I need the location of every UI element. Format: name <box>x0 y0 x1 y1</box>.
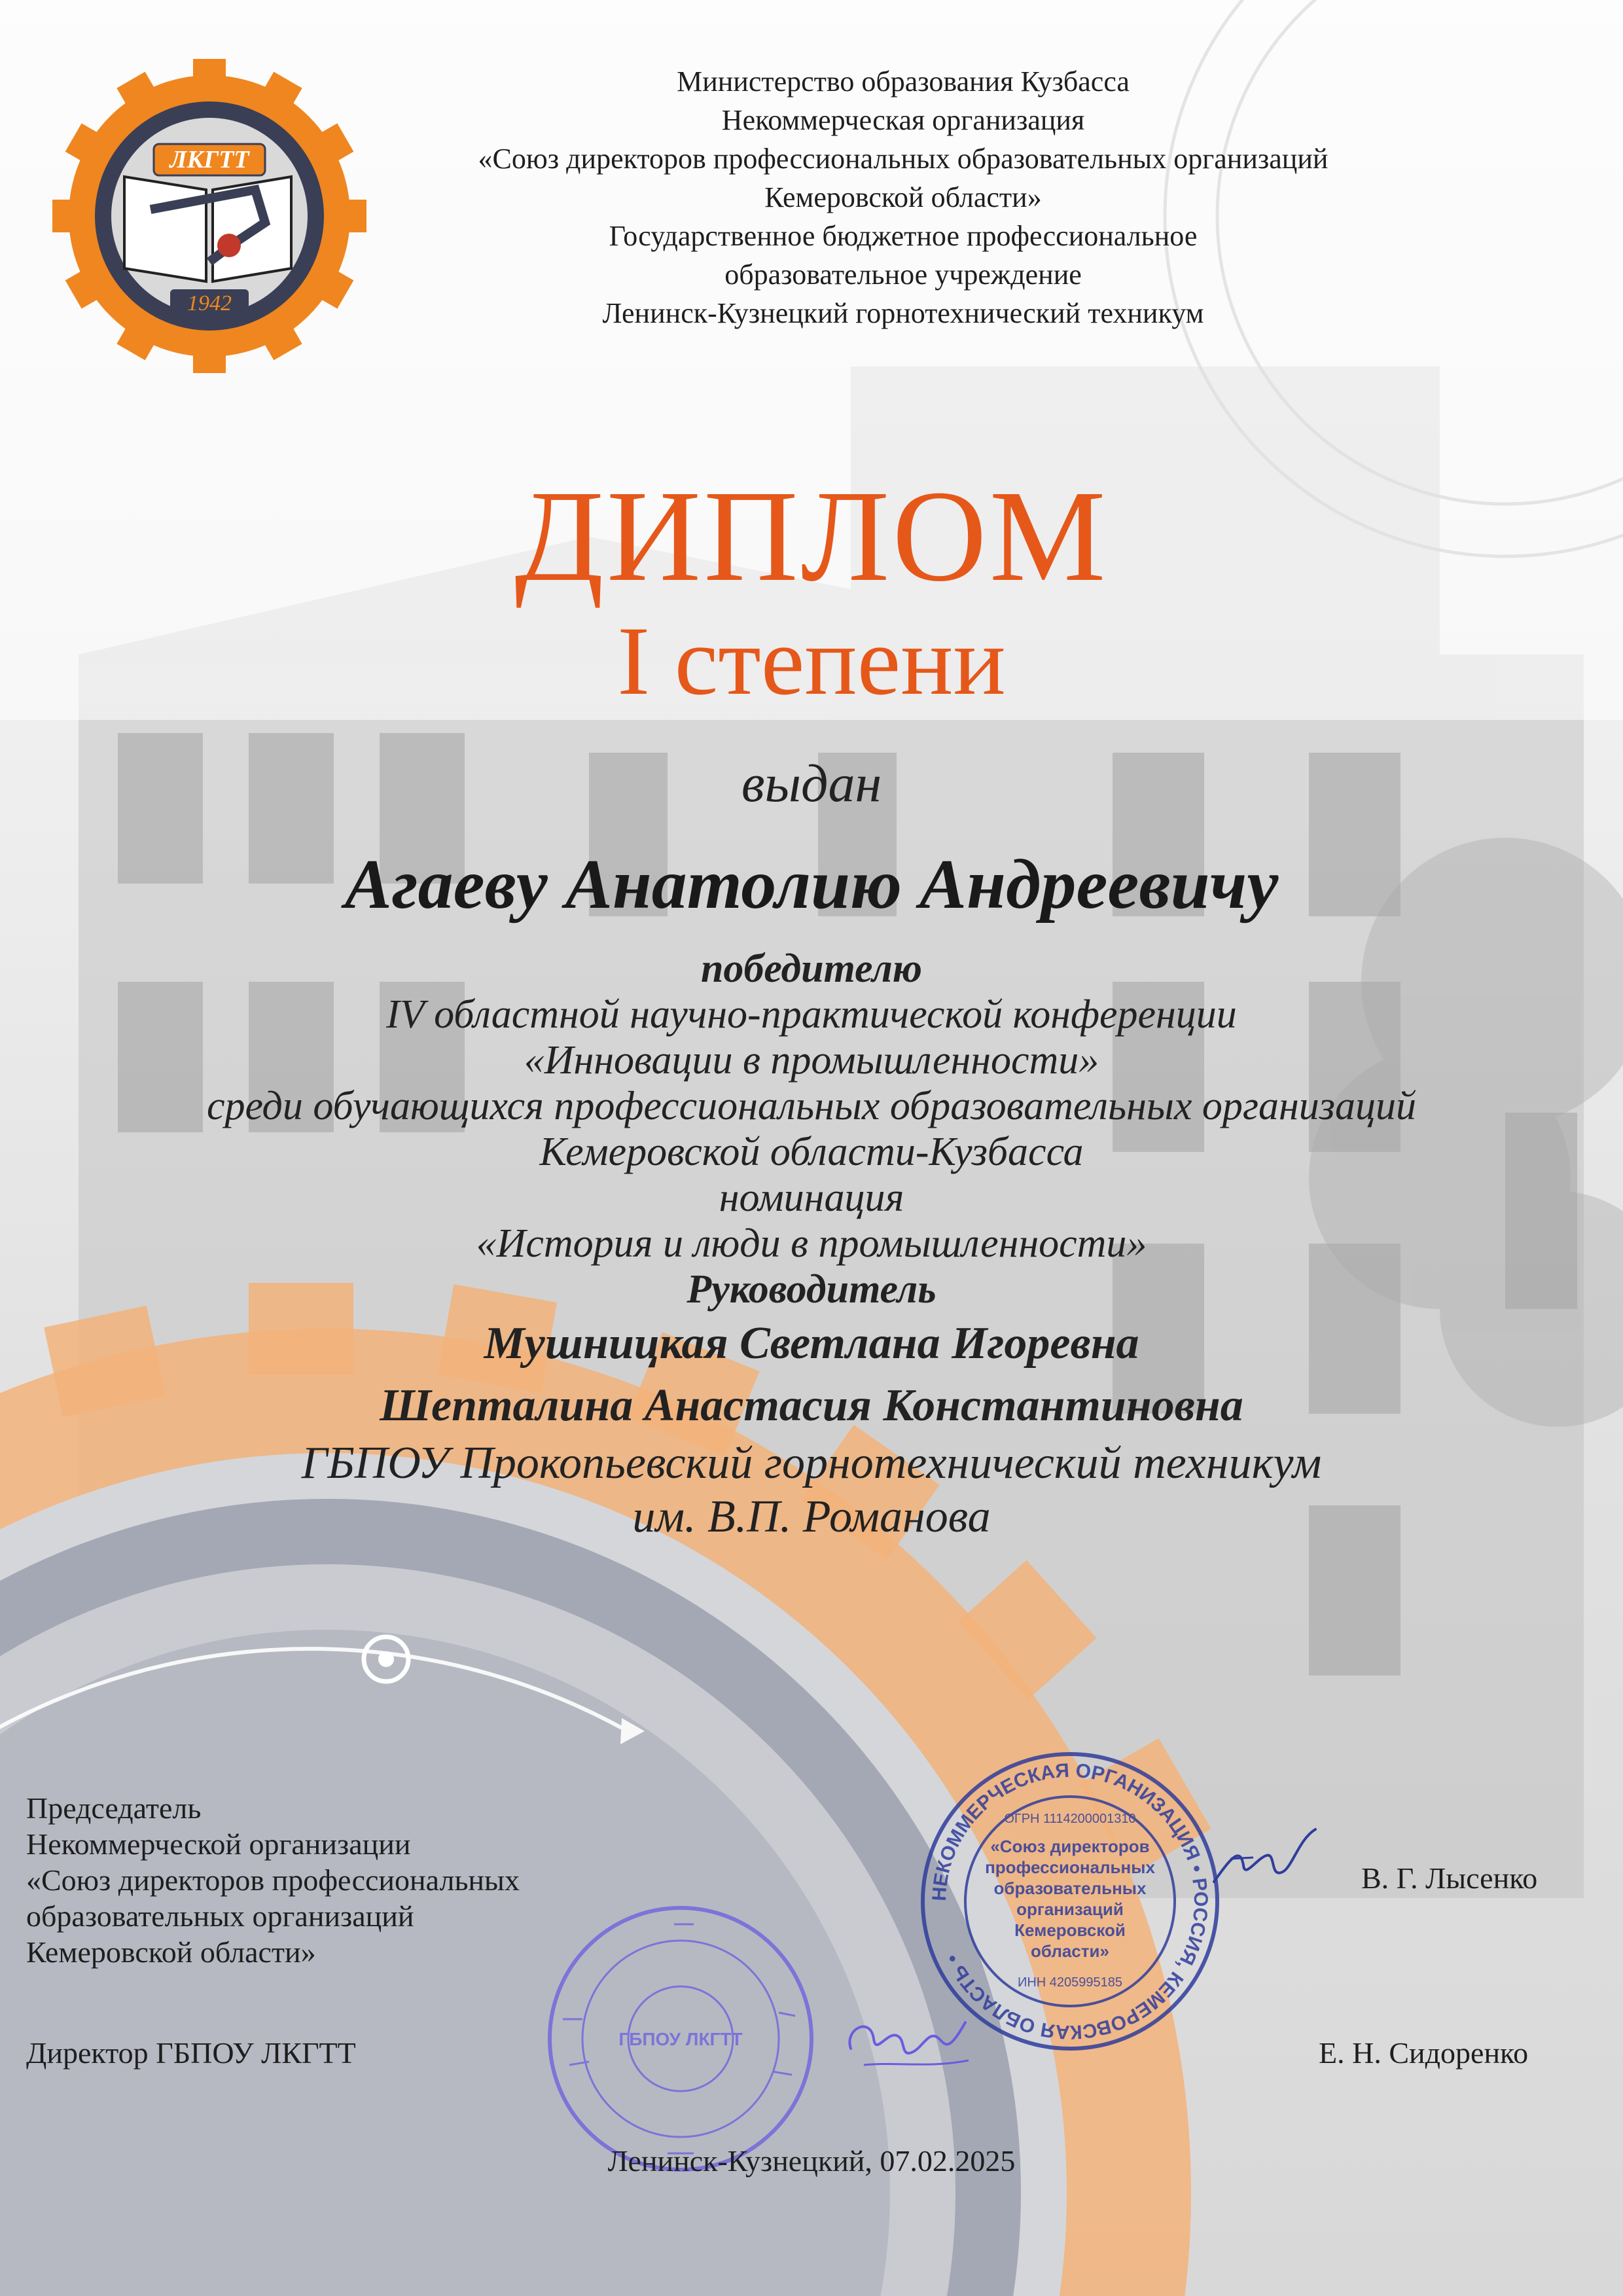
union-stamp-center-line: области» <box>1031 1941 1109 1961</box>
union-stamp-center-line: образовательных <box>993 1878 1147 1898</box>
union-stamp-center-line: организаций <box>1016 1899 1124 1919</box>
diploma-title: ДИПЛОМ <box>514 464 1109 609</box>
header-line: Государственное бюджетное профессиональное <box>609 220 1198 252</box>
header-line: Некоммерческая организация <box>721 104 1085 136</box>
logo-year: 1942 <box>187 291 232 315</box>
award-line: IV областной научно-практической конференции <box>386 992 1237 1037</box>
college-logo <box>39 46 380 386</box>
header-line: Кемеровской области» <box>764 181 1042 213</box>
header-line: образовательное учреждение <box>724 259 1082 291</box>
recipient-name: Агаеву Анатолию Андреевичу <box>344 846 1279 924</box>
header-line: Ленинск-Кузнецкий горнотехнический техникум <box>602 297 1204 329</box>
award-role: победителю <box>700 946 923 991</box>
issued-label: выдан <box>741 753 882 813</box>
chair-title-block <box>26 1790 713 1970</box>
supervisor-name: Мушницкая Светлана Игоревна <box>484 1318 1139 1369</box>
award-line: среди обучающихся профессиональных образовательных организаций <box>207 1084 1416 1128</box>
director-signature <box>838 2003 982 2088</box>
chair-signature <box>1204 1820 1322 1905</box>
logo-abbreviation: ЛКГТТ <box>169 146 249 173</box>
place-and-date: Ленинск-Кузнецкий, 07.02.2025 <box>607 2144 1016 2178</box>
union-stamp-ogrn: ОГРН 1114200001310 <box>1004 1812 1136 1826</box>
header-line: Министерство образования Кузбасса <box>677 65 1130 98</box>
organization-line: ГБПОУ Прокопьевский горнотехнический техникум <box>301 1438 1322 1488</box>
award-line: номинация <box>719 1175 904 1220</box>
union-stamp-center-line: Кемеровской <box>1014 1920 1126 1940</box>
union-stamp-center-line: «Союз директоров <box>990 1837 1150 1856</box>
chair-title-line: Кемеровской области» <box>26 1935 316 1969</box>
header-line: «Союз директоров профессиональных образовательных организаций <box>478 143 1329 175</box>
issuer-header <box>366 62 1440 332</box>
award-line: «Инновации в промышленности» <box>524 1038 1099 1083</box>
chair-title-line: «Союз директоров профессиональных <box>26 1863 520 1897</box>
award-line: Кемеровской области-Кузбасса <box>539 1130 1084 1174</box>
chair-title-line: образовательных организаций <box>26 1899 414 1933</box>
chair-title-line: Председатель <box>26 1791 202 1825</box>
supervisor-name: Шепталина Анастасия Константиновна <box>380 1380 1243 1431</box>
director-name: Е. Н. Сидоренко <box>1319 2036 1529 2070</box>
union-stamp-ring-text: НЕКОММЕРЧЕСКАЯ ОРГАНИЗАЦИЯ • РОССИЯ, КЕМЕРОВСКАЯ ОБЛАСТЬ • <box>928 1759 1212 2043</box>
school-stamp-center: ГБПОУ ЛКГТТ <box>618 2029 743 2049</box>
supervisor-label: Руководитель <box>687 1267 936 1312</box>
award-line: «История и люди в промышленности» <box>476 1221 1147 1266</box>
organization-line: им. В.П. Романова <box>632 1492 991 1542</box>
chair-title-line: Некоммерческой организации <box>26 1827 411 1861</box>
director-title: Директор ГБПОУ ЛКГТТ <box>26 2036 356 2070</box>
union-stamp-inn: ИНН 4205995185 <box>1017 1975 1123 1990</box>
union-stamp-center-line: профессиональных <box>985 1857 1155 1877</box>
award-description <box>26 946 1597 1544</box>
chair-name: В. Г. Лысенко <box>1361 1861 1538 1895</box>
diploma-degree: I степени <box>617 607 1006 715</box>
